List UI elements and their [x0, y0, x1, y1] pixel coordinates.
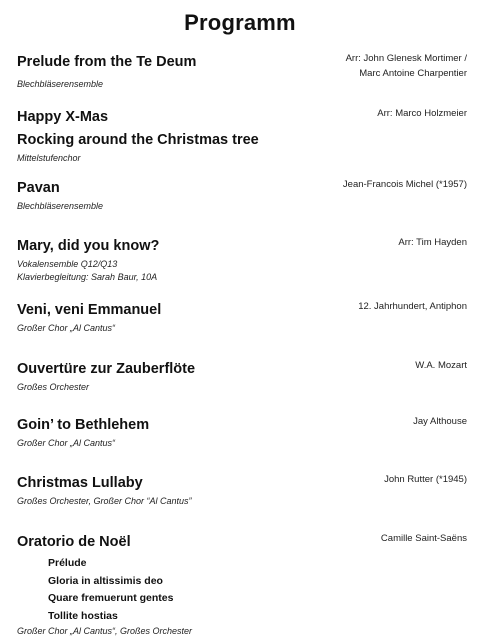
- composer: [346, 51, 467, 81]
- piece-title: Oratorio de Noël: [17, 534, 131, 550]
- composer: [377, 106, 467, 121]
- movement: Gloria in altissimis deo: [48, 574, 163, 587]
- composer: [413, 414, 467, 429]
- composer: [398, 235, 467, 250]
- piece-title: Happy X-Mas: [17, 109, 109, 125]
- composer: [384, 472, 467, 487]
- performer: Vokalensemble Q12/Q13: [17, 259, 118, 269]
- program-item-christmas-lullaby: [17, 472, 467, 508]
- performer: Großes Orchester: [17, 382, 90, 392]
- movement: Quare fremuerunt gentes: [48, 592, 174, 604]
- performer: Großer Chor „Al Cantus“: [17, 438, 116, 448]
- program-item-mary-did-you-know: [17, 235, 467, 284]
- composer: [381, 531, 467, 546]
- movement: Prélude: [48, 557, 87, 569]
- performer: Mittelstufenchor: [17, 153, 81, 163]
- composer-line: John Rutter (*1945): [384, 474, 467, 485]
- piece-title: Rocking around the Christmas tree: [17, 132, 259, 148]
- composer-line: Jay Althouse: [413, 416, 467, 427]
- movement-list: [48, 555, 467, 625]
- program-item-oratorio-de-noel: [17, 531, 467, 638]
- program-item-veni-emmanuel: [17, 299, 467, 335]
- piece-title: Christmas Lullaby: [17, 475, 143, 491]
- piece-title: Mary, did you know?: [17, 238, 160, 254]
- program-item-goin-to-bethlehem: [17, 414, 467, 450]
- performer: Großes Orchester, Großer Chor “Al Cantus”: [17, 496, 192, 506]
- composer-line: W.A. Mozart: [415, 360, 467, 371]
- composer-line: Marc Antoine Charpentier: [359, 68, 467, 79]
- piece-title: Ouvertüre zur Zauberflöte: [17, 361, 196, 377]
- program-item-pavan: [17, 177, 467, 213]
- composer-line: Arr: John Glenesk Mortimer /: [345, 53, 467, 64]
- piece-title: Pavan: [17, 180, 60, 196]
- movement: Tollite hostias: [48, 609, 118, 622]
- performer: Großer Chor „Al Cantus“, Großes Orchester: [17, 626, 193, 636]
- program-item-prelude-te-deum: [17, 51, 467, 91]
- performer: Blechbläserensemble: [17, 201, 104, 211]
- piece-title: Goin’ to Bethlehem: [17, 417, 150, 433]
- piece-title: Veni, veni Emmanuel: [17, 302, 162, 318]
- performer: Blechbläserensemble: [17, 79, 104, 89]
- composer-line: Jean-Francois Michel (*1957): [342, 179, 467, 190]
- performer: Großer Chor „Al Cantus“: [17, 323, 116, 333]
- composer: [415, 358, 467, 373]
- composer: [343, 177, 467, 192]
- piece-title: Prelude from the Te Deum: [17, 54, 197, 70]
- composer-line: Camille Saint-Saëns: [380, 533, 467, 544]
- composer-line: 12. Jahrhundert, Antiphon: [358, 301, 467, 312]
- composer-line: Arr: Tim Hayden: [398, 237, 467, 248]
- composer: [358, 299, 467, 314]
- performer: Klavierbegleitung: Sarah Baur, 10A: [17, 272, 158, 282]
- program-item-happy-xmas: [17, 106, 467, 165]
- composer-line: Arr: Marco Holzmeier: [377, 108, 467, 119]
- program-item-zauberfloete: [17, 358, 467, 394]
- page-title: Programm: [184, 10, 296, 35]
